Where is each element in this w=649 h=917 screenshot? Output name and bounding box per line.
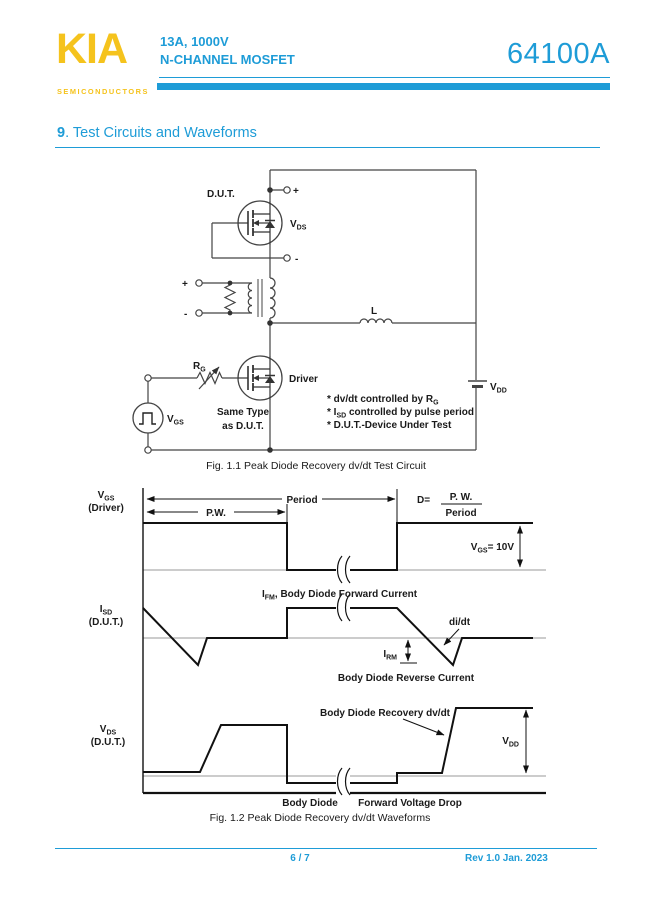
vds-axis-label: $V_{DS}$ <box>99 724 117 737</box>
note-dut: * D.U.T.-Device Under Test <box>327 420 452 431</box>
battery <box>468 381 487 387</box>
rg-label: $R_G$ <box>193 361 206 374</box>
logo-subtext: SEMICONDUCTORS <box>57 87 149 96</box>
dut-mosfet-symbol <box>238 201 282 245</box>
irm-label: $I_{RM}$ <box>383 649 397 662</box>
waveforms-figure <box>0 480 649 830</box>
vdd-level-label: $V_{DD}$ <box>502 736 519 749</box>
duty-lhs: D= <box>417 495 431 506</box>
section-title-text: . Test Circuits and Waveforms <box>65 125 257 141</box>
forward-drop-label: Forward Voltage Drop <box>358 798 462 809</box>
duty-numerator: P. W. <box>449 492 473 503</box>
section-underline <box>55 147 600 148</box>
body-diode-label: Body Diode <box>282 798 338 809</box>
didt-pointer-arrow <box>444 629 459 645</box>
vds-label: $V_{DS}$ <box>290 219 307 232</box>
revision-label: Rev 1.0 Jan. 2023 <box>465 853 548 864</box>
recovery-label: Body Diode Recovery dv/dt <box>319 708 451 719</box>
vgs-source-label: $V_{GS}$ <box>167 414 184 427</box>
transformer-secondary <box>270 278 275 318</box>
vdd-label: $V_{DD}$ <box>490 382 507 395</box>
page-number: 6 / 7 <box>290 853 310 864</box>
vgs-level-label: $V_{GS}= 10V$ <box>470 542 514 555</box>
primary-resistor <box>225 283 235 313</box>
minus-terminal-label: - <box>295 254 299 265</box>
transformer-primary <box>248 283 252 313</box>
fig1-caption: Fig. 1.1 Peak Diode Recovery dv/dt Test Circuit <box>206 460 426 472</box>
footer-rule <box>55 848 597 849</box>
header-rule-thin <box>159 77 610 78</box>
pw-label: P.W. <box>206 508 226 519</box>
note-dvdt: * dv/dt controlled by $R_G$ <box>327 394 439 407</box>
inductor-label: L <box>370 306 378 317</box>
measure-arrows <box>147 499 526 773</box>
ifm-label: $I_{FM}$, Body Diode Forward Current <box>262 589 418 602</box>
pulse-source <box>133 403 163 433</box>
dut-label: D.U.T. <box>207 189 235 200</box>
isd-axis-label2: (D.U.T.) <box>88 617 124 628</box>
inductor <box>360 319 392 323</box>
plus-terminal-label: + <box>293 186 299 197</box>
spec-line-1: 13A, 1000V <box>160 34 229 49</box>
didt-label: di/dt <box>449 617 471 628</box>
spec-line-2: N-CHANNEL MOSFET <box>160 52 295 67</box>
driver-mosfet-symbol <box>238 356 282 400</box>
transformer-core <box>258 279 262 317</box>
vgs-axis-label2: (Driver) <box>88 503 124 514</box>
break-mark-3 <box>336 768 350 796</box>
same-type-line2: as D.U.T. <box>222 421 264 432</box>
reverse-current-label: Body Diode Reverse Current <box>337 673 475 684</box>
test-circuit-figure <box>0 160 649 480</box>
driver-label: Driver <box>289 374 318 385</box>
recovery-pointer-arrow <box>403 719 444 735</box>
primary-minus-label: - <box>184 309 188 320</box>
same-type-line1: Same Type <box>216 407 270 418</box>
kia-logo: KIA <box>56 25 128 73</box>
header-rule-thick <box>157 83 610 90</box>
section-number: 9 <box>57 125 66 141</box>
period-label: Period <box>286 495 318 506</box>
part-number: 64100A <box>507 38 610 70</box>
fig2-caption: Fig. 1.2 Peak Diode Recovery dv/dt Waveforms <box>209 812 431 824</box>
duty-denominator: Period <box>445 508 477 519</box>
transformer <box>225 278 275 318</box>
section-title <box>57 125 257 141</box>
vds-axis-label2: (D.U.T.) <box>90 737 126 748</box>
primary-plus-label: + <box>182 279 188 290</box>
break-mark-1 <box>336 556 350 583</box>
isd-axis-label: $I_{SD}$ <box>99 604 113 617</box>
note-isd: * $I_{SD}$ controlled by pulse period <box>327 407 474 420</box>
vgs-axis-label: $V_{GS}$ <box>97 490 115 503</box>
